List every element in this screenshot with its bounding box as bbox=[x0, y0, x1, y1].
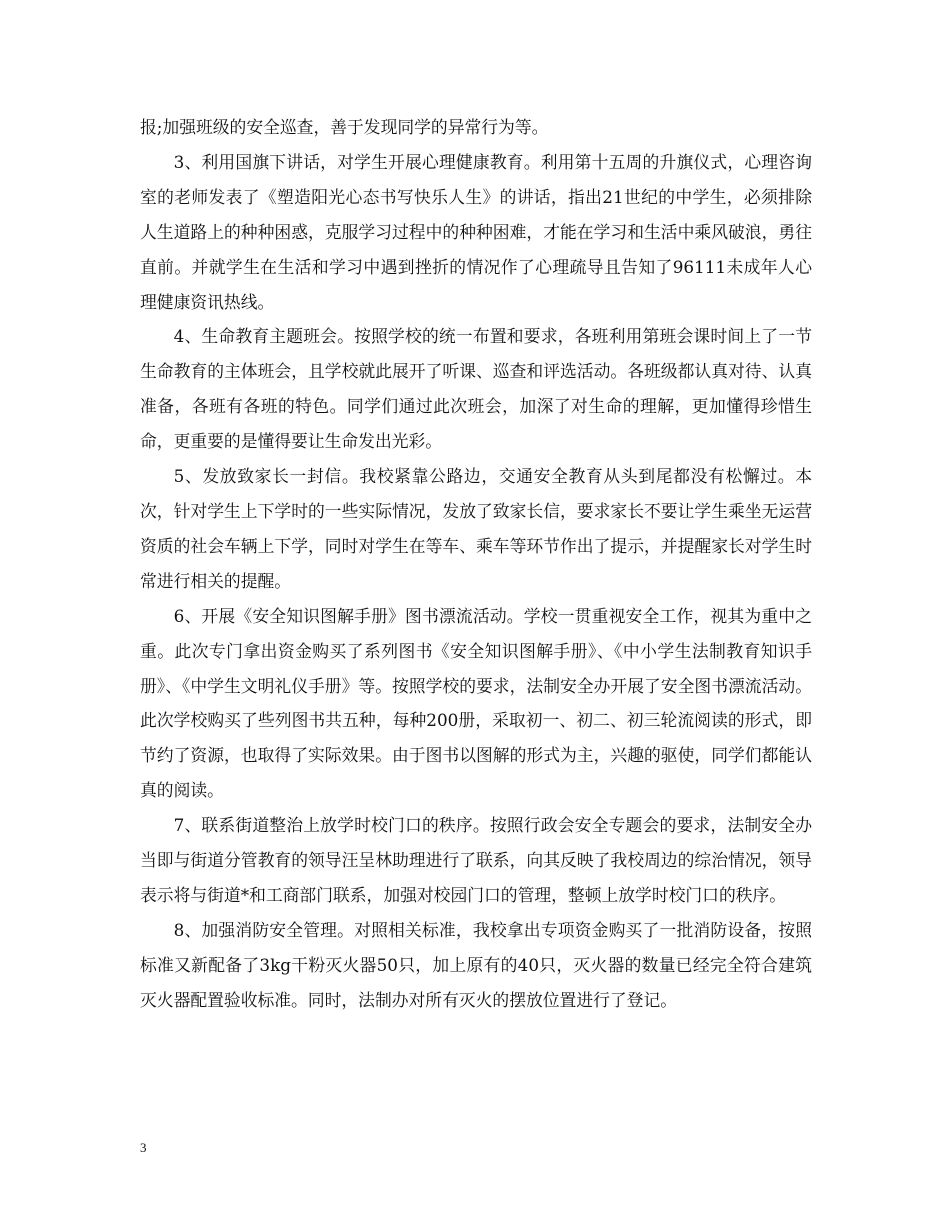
body-text bbox=[140, 110, 812, 1018]
paragraph-item-8: 8、加强消防安全管理。对照相关标准，我校拿出专项资金购买了一批消防设备，按照标准又新配备了3kg干粉灭火器50只，加上原有的40只，灭火器的数量已经完全符合建筑灭火器配置验收标准。同时，法制办对所有灭火的摆放位置进行了登记。 bbox=[140, 919, 812, 1010]
paragraph-item-3: 3、利用国旗下讲话，对学生开展心理健康教育。利用第十五周的升旗仪式，心理咨询室的老师发表了《塑造阳光心态书写快乐人生》的讲话，指出21世纪的中学生，必须排除人生道路上的种种困惑，克服学习过程中的种种困难，才能在学习和生活中乘风破浪，勇往直前。并就学生在生活和学习中遇到挫折的情况作了心理疏导且告知了96111未成年人心理健康资讯热线。 bbox=[140, 151, 812, 312]
paragraph-item-7: 7、联系街道整治上放学时校门口的秩序。按照行政会安全专题会的要求，法制安全办当即与街道分管教育的领导汪呈林助理进行了联系，向其反映了我校周边的综治情况，领导表示将与街道*和工商部门联系，加强对校园门口的管理，整顿上放学时校门口的秩序。 bbox=[140, 815, 812, 905]
paragraph-item-4: 4、生命教育主题班会。按照学校的统一布置和要求，各班利用第班会课时间上了一节生命教育的主体班会，且学校就此展开了听课、巡查和评选活动。各班级都认真对待、认真准备，各班有各班的特色。同学们通过此次班会，加深了对生命的理解，更加懂得珍惜生命，更重要的是懂得要让生命发出光彩。 bbox=[140, 326, 812, 452]
paragraph-item-6: 6、开展《安全知识图解手册》图书漂流活动。学校一贯重视安全工作，视其为重中之重。此次专门拿出资金购买了系列图书《安全知识图解手册》、《中小学生法制教育知识手册》、《中学生文明礼仪手册》等。按照学校的要求，法制安全办开展了安全图书漂流活动。此次学校购买了些列图书共五种，每种200册，采取初一、初二、初三轮流阅读的形式，即节约了资源，也取得了实际效果。由于图书以图解的形式为主，兴趣的驱使，同学们都能认真的阅读。 bbox=[140, 605, 812, 801]
paragraph-continuation: 报;加强班级的安全巡查，善于发现同学的异常行为等。 bbox=[140, 117, 549, 137]
paragraph-item-5: 5、发放致家长一封信。我校紧靠公路边，交通安全教育从头到尾都没有松懈过。本次，针对学生上下学时的一些实际情况，发放了致家长信，要求家长不要让学生乘坐无运营资质的社会车辆上下学，同时对学生在等车、乘车等环节作出了提示，并提醒家长对学生时常进行相关的提醒。 bbox=[140, 466, 812, 591]
page-number: 3 bbox=[140, 1140, 147, 1155]
